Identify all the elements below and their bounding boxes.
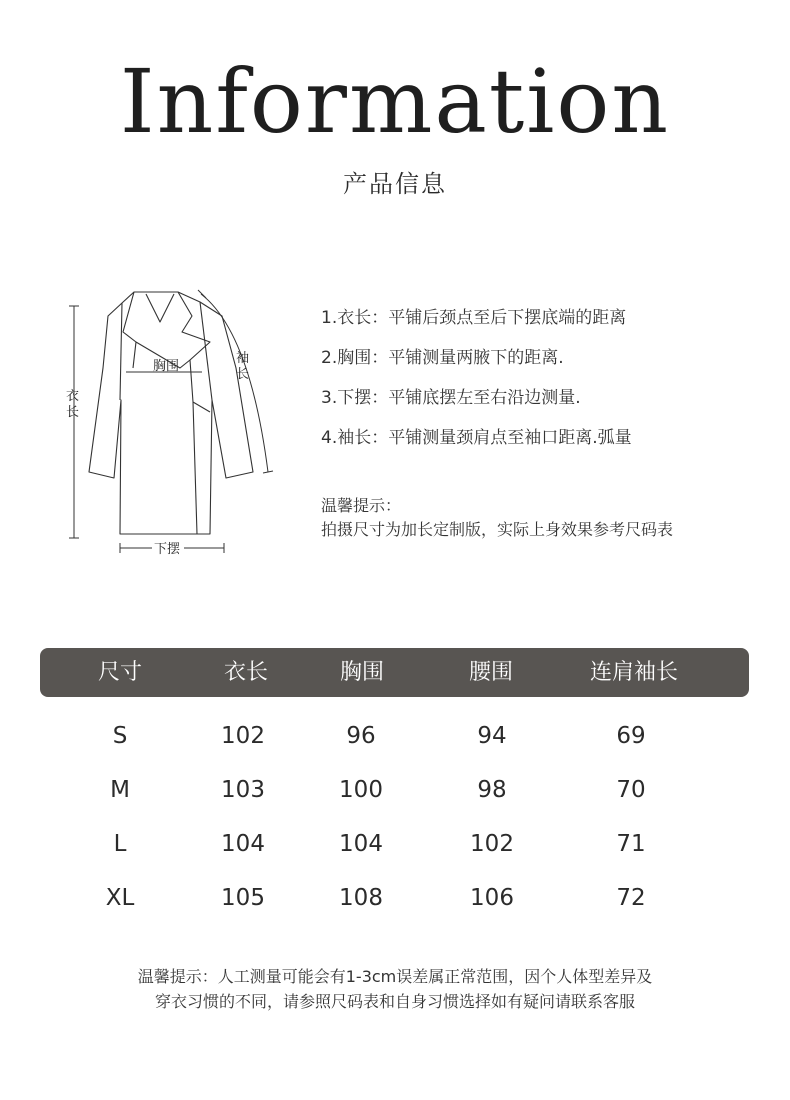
table-cell: 69 — [616, 723, 646, 749]
size-table-header — [40, 648, 749, 697]
table-row — [0, 871, 790, 925]
table-cell: 108 — [339, 885, 383, 911]
sleeve-label-char2: 长 — [236, 367, 250, 382]
table-row — [0, 763, 790, 817]
table-cell: 71 — [616, 831, 646, 857]
sleeve-label-char1: 袖 — [236, 351, 250, 366]
table-cell: 100 — [339, 777, 383, 803]
column-header-waist: 腰围 — [468, 660, 513, 685]
table-cell: S — [112, 723, 128, 749]
table-cell: 70 — [616, 777, 646, 803]
measurement-item: 3.下摆：平铺底摆左至右沿边测量. — [321, 388, 581, 408]
footer-line: 穿衣习惯的不同，请参照尺码表和自身习惯选择如有疑问请联系客服 — [154, 992, 635, 1011]
tips-heading: 温馨提示： — [321, 496, 402, 515]
length-label-char2: 长 — [66, 405, 80, 420]
table-cell: 102 — [221, 723, 265, 749]
length-label-char1: 衣 — [66, 389, 80, 404]
table-cell: 103 — [221, 777, 265, 803]
footer-note — [0, 964, 790, 1014]
table-cell: 104 — [221, 831, 265, 857]
page-title: Information — [119, 50, 671, 153]
table-cell: M — [110, 777, 130, 803]
table-cell: 96 — [346, 723, 376, 749]
measurement-item: 4.袖长：平铺测量颈肩点至袖口距离.弧量 — [321, 428, 632, 448]
column-header-size: 尺寸 — [97, 660, 142, 685]
page-subtitle: 产品信息 — [343, 170, 447, 198]
table-row — [0, 709, 790, 763]
footer-line: 温馨提示：人工测量可能会有1-3cm误差属正常范围，因个人体型差异及 — [137, 967, 653, 986]
column-header-chest: 胸围 — [339, 660, 384, 685]
table-cell: 105 — [221, 885, 265, 911]
measurement-item: 2.胸围：平铺测量两腋下的距离. — [321, 348, 564, 368]
tips-text: 拍摄尺寸为加长定制版，实际上身效果参考尺码表 — [321, 520, 674, 539]
coat-diagram — [60, 282, 292, 572]
table-cell: 94 — [477, 723, 507, 749]
table-cell: 106 — [470, 885, 514, 911]
table-cell: 98 — [477, 777, 507, 803]
table-cell: 102 — [470, 831, 514, 857]
table-cell: 72 — [616, 885, 646, 911]
column-header-length: 衣长 — [223, 660, 268, 685]
table-row — [0, 817, 790, 871]
table-cell: L — [113, 831, 127, 857]
tips — [321, 494, 673, 542]
measurement-notes — [321, 298, 632, 458]
measurement-item: 1.衣长：平铺后颈点至后下摆底端的距离 — [321, 308, 627, 328]
chest-label: 胸围 — [153, 359, 180, 374]
table-cell: XL — [105, 885, 135, 911]
column-header-sleeve: 连肩袖长 — [589, 660, 678, 685]
table-cell: 104 — [339, 831, 383, 857]
hem-label: 下摆 — [154, 542, 181, 557]
